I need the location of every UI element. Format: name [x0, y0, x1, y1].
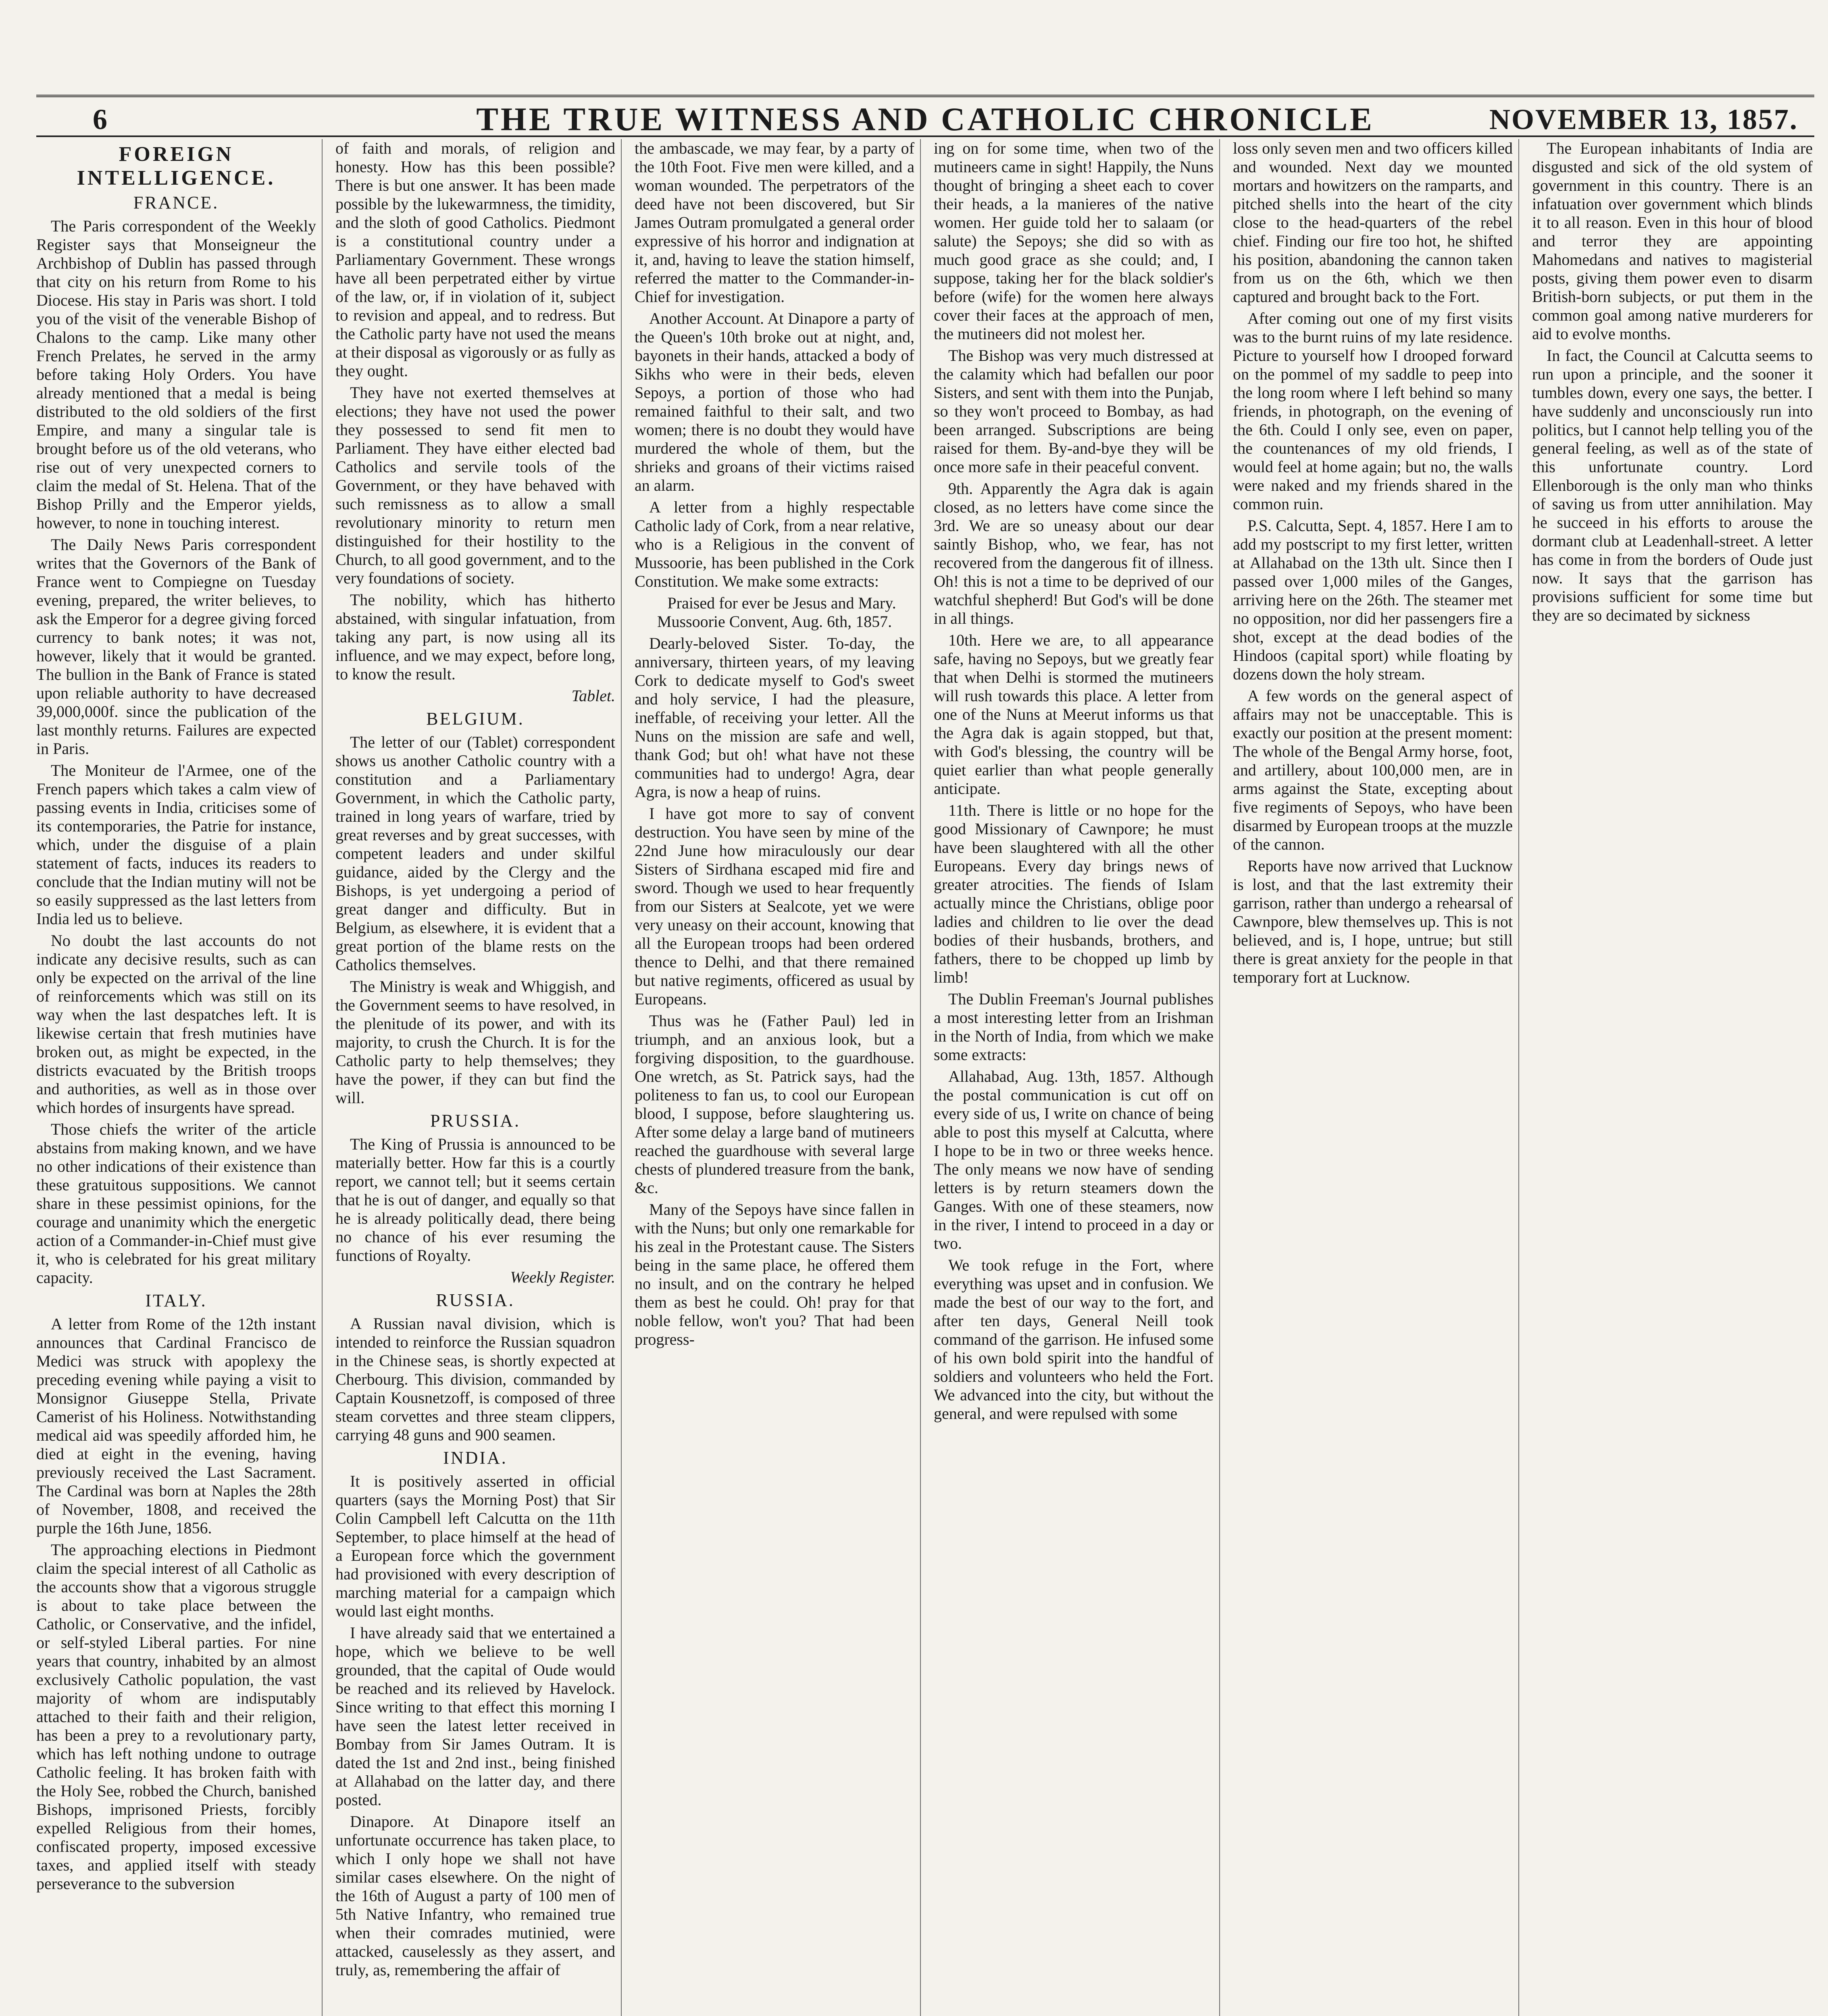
- paragraph: ing on for some time, when two of the mutineers came in sight! Happily, the Nuns thought of bringing a sheet each to cover their heads, a la manieres of the native women. Her guide told her to salaam (or salute) the Sepoys; she did so with as much good grace as she could; and, I suppose, taking her for the black soldier's before (wife) for the women here always cover their faces at the approach of men, the mutineers did not molest her.: [934, 139, 1214, 343]
- paragraph: 11th. There is little or no hope for the good Missionary of Cawnpore; he must have been slaughtered with all the other Europeans. Every day brings news of greater atrocities. The fiends of Islam actually mince the Christians, oblige poor ladies and children to lie over the dead bodies of their husbands, brothers, and fathers, there to be chopped up limb by limb!: [934, 801, 1214, 986]
- column-3: [631, 139, 921, 2016]
- paragraph: A Russian naval division, which is intended to reinforce the Russian squadron in the Chinese seas, is shortly expected at Cherbourg. This division, commanded by Captain Kousnetzoff, is composed of three steam corvettes and three steam clippers, carrying 48 guns and 900 seamen.: [335, 1314, 615, 1444]
- paragraph: Allahabad, Aug. 13th, 1857. Although the postal communication is cut off on every side of us, I write on chance of being able to post this myself at Calcutta, where I hope to be in two or three weeks hence. The only means we now have of sending letters is by return steamers down the Ganges. With one of these steamers, now in the river, I intend to proceed in a day or two.: [934, 1067, 1214, 1252]
- source-signature: Tablet.: [571, 687, 615, 705]
- paragraph: The letter of our (Tablet) correspondent shows us another Catholic country with a constitution and a Parliamentary Government, in which the Catholic party, trained in long years of warfare, tried by great reverses and by great successes, with competent leaders and under skilful guidance, aided by the Clergy and the Bishops, is yet undergoing a period of great danger and difficulty. But in Belgium, as elsewhere, it is evident that a great portion of the blame rests on the Catholics themselves.: [335, 733, 615, 974]
- paragraph: Dinapore. At Dinapore itself an unfortunate occurrence has taken place, to which I only hope we shall not have similar cases elsewhere. On the night of the 16th of August a party of 100 men of 5th Native Infantry, who remained true when their comrades mutinied, were attacked, causelessly as they assert, and truly, as, remembering the affair of: [335, 1812, 615, 1979]
- paragraph: The Dublin Freeman's Journal publishes a most interesting letter from an Irishman in the North of India, from which we make some extracts:: [934, 990, 1214, 1064]
- paragraph: The Ministry is weak and Whiggish, and the Government seems to have resolved, in the plenitude of its power, and with its majority, to crush the Church. It is for the Catholic party to help themselves; they have the power, if they can but find the will.: [335, 977, 615, 1107]
- letter-heading: Praised for ever be Jesus and Mary. Mussoorie Convent, Aug. 6th, 1857.: [657, 594, 896, 631]
- paragraph: The approaching elections in Piedmont claim the special interest of all Catholic as the accounts show that a vigorous struggle is about to take place between the Catholic, or Conservative, and the infidel, or self-styled Liberal parties. For nine years that country, inhabited by an almost exclusively Catholic population, the vast majority of whom are indisputably attached to their faith and their religion, has been a prey to a revolutionary party, which has left nothing undone to outrage Catholic feeling. It has broken faith with the Holy See, robbed the Church, banished Bishops, imprisoned Priests, forcibly expelled Religious from their homes, confiscated property, imposed excessive taxes, and applied itself with steady perseverance to the subversion: [36, 1541, 316, 1893]
- paragraph: the ambascade, we may fear, by a party of the 10th Foot. Five men were killed, and a woman wounded. The perpetrators of the deed have not been discovered, but Sir James Outram promulgated a general order expressive of his horror and indignation at it, and, having to leave the station himself, referred the matter to the Commander-in-Chief for investigation.: [635, 139, 914, 306]
- column-2: [331, 139, 622, 2016]
- paragraph: I have already said that we entertained a hope, which we believe to be well grounded, that the capital of Oude would be reached and its relieved by Havelock. Since writing to that effect this morning I have seen the latest letter received in Bombay from Sir James Outram. It is dated the 1st and 2nd inst., being finished at Allahabad on the latter day, and there posted.: [335, 1624, 615, 1809]
- paragraph: A letter from Rome of the 12th instant announces that Cardinal Francisco de Medici was struck with apoplexy the preceding evening while paying a visit to Monsignor Giuseppe Stella, Private Camerist of his Holiness. Notwithstanding medical aid was speedily afforded him, he died at eight in the evening, having previously received the Last Sacrament. The Cardinal was born at Naples the 28th of November, 1808, and received the purple the 16th June, 1856.: [36, 1315, 316, 1537]
- subheading-belgium: BELGIUM.: [426, 709, 525, 729]
- paragraph: The Moniteur de l'Armee, one of the French papers which takes a calm view of passing events in India, criticises some of its contemporaries, the Patrie for instance, which, under the disguise of a plain statement of facts, induces its readers to conclude that the Indian mutiny will not be so easily suppressed as the last letters from India led us to believe.: [36, 761, 316, 928]
- paragraph: A letter from a highly respectable Catholic lady of Cork, from a near relative, who is a Religious in the convent of Mussoorie, has been published in the Cork Constitution. We make some extracts:: [635, 498, 914, 590]
- paragraph: A few words on the general aspect of affairs may not be unacceptable. This is exactly our position at the present moment: The whole of the Bengal Army horse, foot, and artillery, about 100,000 men, are in arms against the State, excepting about five regiments of Sepoys, who have been disarmed by European troops at the muzzle of the cannon.: [1233, 687, 1513, 853]
- paragraph: They have not exerted themselves at elections; they have not used the power they possessed to send fit men to Parliament. They have either elected bad Catholics and servile tools of the Government, or they have behaved with such remissness as to allow a small revolutionary minority to return men distinguished for their hostility to the Church, to all good government, and to the very foundations of society.: [335, 383, 615, 587]
- paragraph: The Paris correspondent of the Weekly Register says that Monseigneur the Archbishop of Dublin has passed through that city on his return from Rome to his Diocese. His stay in Paris was short. I told you of the visit of the venerable Bishop of Chalons to the camp. Like many other French Prelates, he served in the army before taking Holy Orders. You have already mentioned that a medal is being distributed to the old soldiers of the first Empire, and many a singular tale is brought before us of the old veterans, who rise out of very unexpected corners to claim the medal of St. Helena. That of the Bishop Prilly and the Emperor yields, however, to none in touching interest.: [36, 217, 316, 532]
- subheading-france: FRANCE.: [133, 193, 219, 212]
- paragraph: Many of the Sepoys have since fallen in with the Nuns; but only one remarkable for his zeal in the Protestant cause. The Sisters being in the same place, he offered them no insult, and on the contrary he helped them as best he could. Oh! pray for that noble fellow, won't you? That had been progress-: [635, 1200, 914, 1348]
- subheading-prussia: PRUSSIA.: [430, 1111, 521, 1131]
- paragraph: Reports have now arrived that Lucknow is lost, and that the last extremity their garrison, rather than undergo a rehearsal of Cawnpore, blew themselves up. This is not believed, and is, I hope, untrue; but still there is great anxiety for the people in that temporary fort at Lucknow.: [1233, 857, 1513, 986]
- paragraph: The nobility, which has hitherto abstained, with singular infatuation, from taking any part, is now using all its influence, and we may expect, before long, to know the result.: [335, 591, 615, 683]
- subheading-russia: RUSSIA.: [436, 1290, 515, 1310]
- paragraph: Dearly-beloved Sister. To-day, the anniversary, thirteen years, of my leaving Cork to dedicate myself to God's sweet and holy service, I had the pleasure, ineffable, of receiving your letter. All the Nuns on the mission are safe and well, thank God; but oh! what have not these communities had to undergo! Agra, dear Agra, is now a heap of ruins.: [635, 634, 914, 801]
- paragraph: loss only seven men and two officers killed and wounded. Next day we mounted mortars and howitzers on the ramparts, and pitched shells into the heart of the city close to the head-quarters of the rebel chief. Finding our fire too hot, he shifted his position, abandoning the cannon taken from us on the 6th, which we then captured and brought back to the Fort.: [1233, 139, 1513, 306]
- quoted-paragraph: No doubt the last accounts do not indicate any decisive results, such as can only be expected on the arrival of the line of reinforcements which was still on its way when the last despatches left. It is likewise certain that fresh mutinies have broken out, as might be expected, in the districts evacuated by the British troops and authorities, as well as in those over which hordes of insurgents have spread.: [36, 931, 316, 1116]
- newspaper-title: THE TRUE WITNESS AND CATHOLIC CHRONICLE: [476, 101, 1374, 137]
- paragraph: It is positively asserted in official quarters (says the Morning Post) that Sir Colin Campbell left Calcutta on the 11th September, to place himself at the head of a European force which the government had provisioned with every description of marching material for a campaign which would last eight months.: [335, 1472, 615, 1620]
- subheading-india: INDIA.: [443, 1448, 508, 1468]
- paragraph: The Daily News Paris correspondent writes that the Governors of the Bank of France went to Compiegne on Tuesday evening, prepared, the writer believes, to ask the Emperor for a degree giving forced currency to bank notes; it was not, however, likely that it would be granted. The bullion in the Bank of France is stated upon reliable authority to have decreased 39,000,000f. since the publication of the last monthly returns. Failures are expected in Paris.: [36, 535, 316, 758]
- paragraph: Those chiefs the writer of the article abstains from making known, and we have no other indications of their existence than these gratuitous suppositions. We cannot share in these pessimist opinions, for the courage and unanimity which the energetic action of a Commander-in-Chief must give it, who is celebrated for his great military capacity.: [36, 1120, 316, 1287]
- paragraph: The European inhabitants of India are disgusted and sick of the old system of government in this country. There is an infatuation over government which blinds it to all reason. Even in this hour of blood and terror they are appointing Mahomedans and natives to magisterial posts, giving them power even to disarm British-born subjects, or put them in the common goal among native murderers for aid to evolve months.: [1532, 139, 1813, 343]
- article-columns: [32, 139, 1818, 2016]
- masthead: [36, 95, 1814, 137]
- paragraph: After coming out one of my first visits was to the burnt ruins of my late residence. Picture to yourself how I drooped forward on the pommel of my saddle to peep into the long room where I left behind so many friends, in photograph, on the evening of the 6th. Could I only see, even on paper, the countenances of my old friends, I would feel at home again; but no, the walls were naked and my friends shared in the common ruin.: [1233, 309, 1513, 513]
- issue-date: NOVEMBER 13, 1857.: [1489, 103, 1798, 135]
- subheading-italy: ITALY.: [145, 1291, 207, 1310]
- paragraph: We took refuge in the Fort, where everything was upset and in confusion. We made the best of our way to the fort, and after ten days, General Neill took command of the garrison. He infused some of his own bold spirit into the handful of soldiers and volunteers who held the Fort. We advanced into the city, but without the general, and were repulsed with some: [934, 1256, 1214, 1422]
- column-6: [1528, 139, 1818, 2016]
- paragraph: P.S. Calcutta, Sept. 4, 1857. Here I am to add my postscript to my first letter, written at Allahabad on the 13th ult. Since then I passed over 1,000 miles of the Ganges, arriving here on the 26th. The steamer met no opposition, nor did her passengers fire a shot, except at the dead bodies of the Hindoos (capital sport) while floating by dozens down the holy stream.: [1233, 516, 1513, 683]
- paragraph: The King of Prussia is announced to be materially better. How far this is a courtly report, we cannot tell; but it seems certain that he is out of danger, and equally so that he is already politically dead, there being no chance of his ever resuming the functions of Royalty.: [335, 1135, 615, 1264]
- column-5: [1229, 139, 1519, 2016]
- paragraph: Another Account. At Dinapore a party of the Queen's 10th broke out at night, and, bayonets in their hands, attacked a body of Sikhs who were in their beds, eleven Sepoys, a portion of those who had remained faithful to their salt, and two women; there is no doubt they would have murdered the whole of them, but the shrieks and groans of their victims raised an alarm.: [635, 309, 914, 494]
- column-4: [930, 139, 1220, 2016]
- paragraph: 9th. Apparently the Agra dak is again closed, as no letters have come since the 3rd. We are so uneasy about our dear saintly Bishop, who, we fear, has not recovered from the dangerous fit of illness. Oh! this is not a time to be deprived of our watchful shepherd! But God's will be done in all things.: [934, 479, 1214, 627]
- page-number: 6: [93, 103, 107, 135]
- paragraph: Thus was he (Father Paul) led in triumph, and an anxious look, but a forgiving disposition, to the guardhouse. One wretch, as St. Patrick says, had the politeness to fan us, to cool our European blood, I suppose, before slaughtering us. After some delay a large band of mutineers reached the guardhouse with several large chests of plundered treasure from the bank, &c.: [635, 1012, 914, 1197]
- paragraph: The Bishop was very much distressed at the calamity which had befallen our poor Sisters, and sent with them into the Punjab, so they won't proceed to Bombay, as had been arranged. Subscriptions are being raised for them. By-and-bye they will be once more safe in their peaceful convent.: [934, 346, 1214, 476]
- column-1: [32, 139, 323, 2016]
- paragraph: 10th. Here we are, to all appearance safe, having no Sepoys, but we greatly fear that when Delhi is stormed the mutineers will rush towards this place. A letter from one of the Nuns at Meerut informs us that the Agra dak is again stopped, but that, with God's blessing, the country will be quiet earlier than what people generally anticipate.: [934, 631, 1214, 798]
- paragraph: In fact, the Council at Calcutta seems to run upon a principle, and the sooner it tumbles down, every one says, the better. I have suddenly and unconsciously run into politics, but I cannot help telling you of the general feeling, as well as of the state of this unfortunate country. Lord Ellenborough is the only man who thinks of saving us from utter annihilation. May he succeed in his efforts to arouse the dormant club at Leadenhall-street. A letter has come in from the borders of Oude just now. It says that the garrison has provisions sufficient for some time but they are so decimated by sickness: [1532, 346, 1813, 624]
- paragraph: I have got more to say of convent destruction. You have seen by mine of the 22nd June how miraculously our dear Sisters of Sirdhana escaped mid fire and sword. Though we used to hear frequently from our Sisters at Sealcote, yet we were very uneasy on their account, knowing that all the European troops had been ordered thence to Delhi, and that there remained but native regiments, officered as usual by Europeans.: [635, 804, 914, 1008]
- paragraph: of faith and morals, of religion and honesty. How has this been possible? There is but one answer. It has been made possible by the lukewarmness, the timidity, and the sloth of good Catholics. Piedmont is a constitutional country under a Parliamentary Government. These wrongs have all been perpetrated either by virtue of the law, or, if in violation of it, subject to revision and appeal, and to redress. But the Catholic party have not used the means at their disposal as vigorously or as fully as they ought.: [335, 139, 615, 380]
- section-heading: FOREIGN INTELLIGENCE.: [77, 143, 276, 190]
- source-signature: Weekly Register.: [510, 1268, 615, 1286]
